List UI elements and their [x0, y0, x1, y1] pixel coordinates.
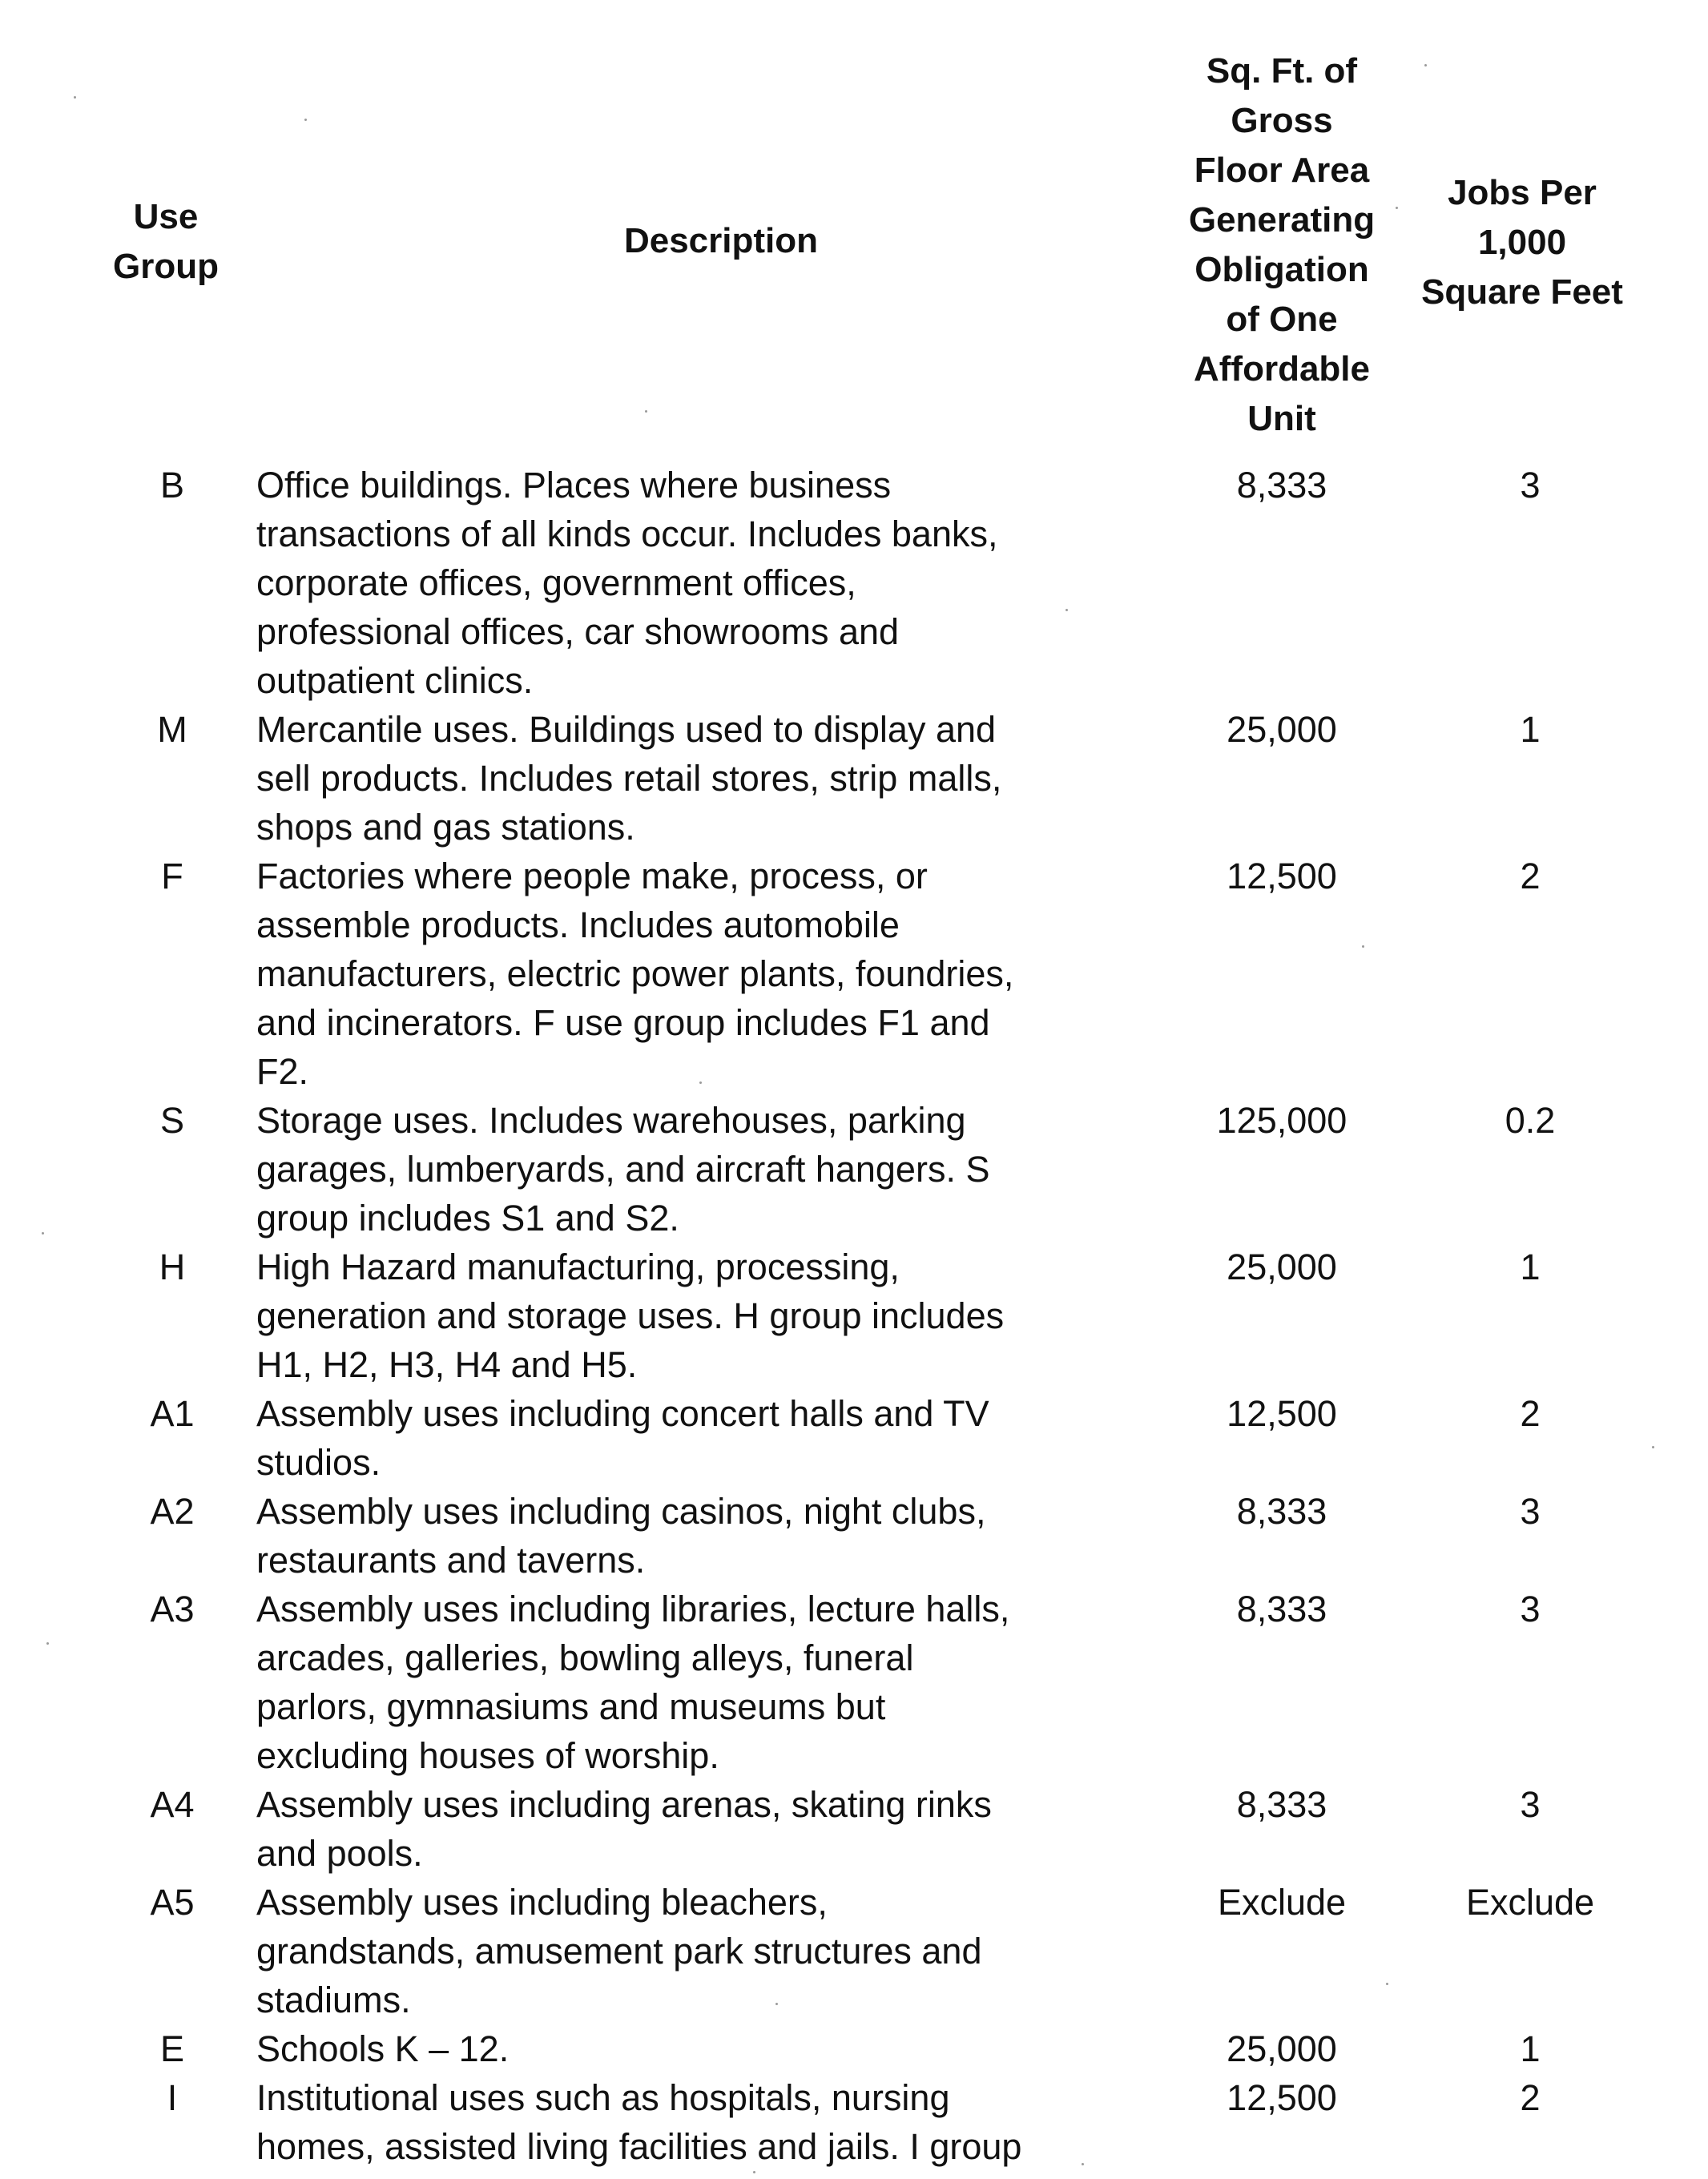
jobs-cell: 3	[1520, 465, 1541, 505]
description-cell: High Hazard manufacturing, processing, generation and storage uses. H group includes H1, H2, H3, H4 and H5.	[256, 1247, 1005, 1385]
description-cell: Institutional uses such as hospitals, nursing homes, assisted living facilities and jails. I group	[256, 2077, 1022, 2167]
use-group-cell: A3	[150, 1589, 195, 1629]
description-cell: Factories where people make, process, or assemble products. Includes automobile manufacturers, electric power plants, foundries, and incinerators. F use group includes F1 and F2.	[256, 856, 1014, 1092]
sqft-cell: 12,500	[1227, 2077, 1337, 2118]
jobs-cell: 1	[1520, 1247, 1541, 1287]
description-cell: Assembly uses including libraries, lecture halls, arcades, galleries, bowling alleys, funeral parlors, gymnasiums and museums but excluding houses of worship.	[256, 1589, 1010, 1776]
description-cell: Office buildings. Places where business transactions of all kinds occur. Includes banks, corporate offices, government offices, professional offices, car showrooms and outpatient clinics.	[256, 465, 998, 701]
sqft-cell: 25,000	[1227, 709, 1337, 750]
scan-speck	[1082, 2163, 1084, 2165]
scan-speck	[645, 410, 647, 413]
scan-speck	[1386, 1983, 1388, 1985]
jobs-cell: 3	[1520, 1491, 1541, 1532]
sqft-cell: 25,000	[1227, 2028, 1337, 2069]
jobs-cell: 3	[1520, 1784, 1541, 1825]
sqft-cell: 8,333	[1236, 1784, 1327, 1825]
sqft-cell: 8,333	[1236, 1491, 1327, 1532]
use-group-cell: A2	[150, 1491, 195, 1532]
use-group-cell: H	[159, 1247, 186, 1287]
use-group-cell: E	[159, 2028, 184, 2069]
description-cell: Schools K – 12.	[256, 2028, 510, 2069]
scan-speck	[74, 96, 76, 99]
use-group-cell: F	[161, 856, 183, 896]
scan-speck	[42, 1232, 44, 1234]
sqft-cell: 8,333	[1236, 1589, 1327, 1629]
jobs-cell: 1	[1520, 2028, 1541, 2069]
scan-speck	[775, 2003, 778, 2005]
use-group-cell: B	[159, 465, 184, 505]
jobs-cell: 2	[1520, 1393, 1541, 1434]
use-group-cell: I	[167, 2077, 178, 2118]
scan-speck	[699, 1081, 702, 1084]
scan-speck	[1424, 64, 1427, 66]
scan-speck	[1396, 207, 1398, 209]
use-group-cell: A4	[150, 1784, 195, 1825]
jobs-cell: 0.2	[1505, 1100, 1556, 1141]
description-cell: Assembly uses including arenas, skating rinks and pools.	[256, 1784, 992, 1874]
scan-speck	[304, 119, 307, 121]
jobs-cell: 2	[1520, 856, 1541, 896]
sqft-cell: 125,000	[1216, 1100, 1347, 1141]
jobs-cell: 3	[1520, 1589, 1541, 1629]
sqft-cell: 12,500	[1227, 856, 1337, 896]
scan-speck	[753, 2171, 755, 2173]
jobs-cell: 1	[1520, 709, 1541, 750]
header-description: Description	[623, 221, 819, 260]
description-cell: Mercantile uses. Buildings used to display and sell products. Includes retail stores, strip malls, shops and gas stations.	[256, 709, 1002, 848]
description-cell: Storage uses. Includes warehouses, parking garages, lumberyards, and aircraft hangers. S group includes S1 and S2.	[256, 1100, 990, 1239]
description-cell: Assembly uses including concert halls and TV studios.	[256, 1393, 989, 1483]
use-group-cell: A5	[150, 1882, 195, 1923]
sqft-cell: 12,500	[1227, 1393, 1337, 1434]
scan-speck	[46, 1642, 49, 1645]
description-cell: Assembly uses including casinos, night clubs, restaurants and taverns.	[256, 1491, 986, 1581]
sqft-cell: 8,333	[1236, 465, 1327, 505]
header-sqft-per-unit: Sq. Ft. of Gross Floor Area Generating Obligation of One Affordable Unit	[1188, 51, 1376, 438]
use-group-cell: S	[159, 1100, 184, 1141]
use-group-cell: M	[157, 709, 187, 750]
jobs-cell: Exclude	[1465, 1882, 1595, 1923]
jobs-cell: 2	[1520, 2077, 1541, 2118]
header-jobs-per-1000-sqft: Jobs Per 1,000 Square Feet	[1421, 173, 1623, 312]
scan-speck	[1362, 945, 1364, 948]
header-use-group: Use Group	[113, 197, 219, 286]
sqft-cell: Exclude	[1217, 1882, 1347, 1923]
use-group-cell: A1	[150, 1393, 195, 1434]
scan-speck	[1065, 609, 1068, 611]
scan-speck	[1652, 1446, 1654, 1448]
sqft-cell: 25,000	[1227, 1247, 1337, 1287]
description-cell: Assembly uses including bleachers, grandstands, amusement park structures and stadiums.	[256, 1882, 982, 2020]
